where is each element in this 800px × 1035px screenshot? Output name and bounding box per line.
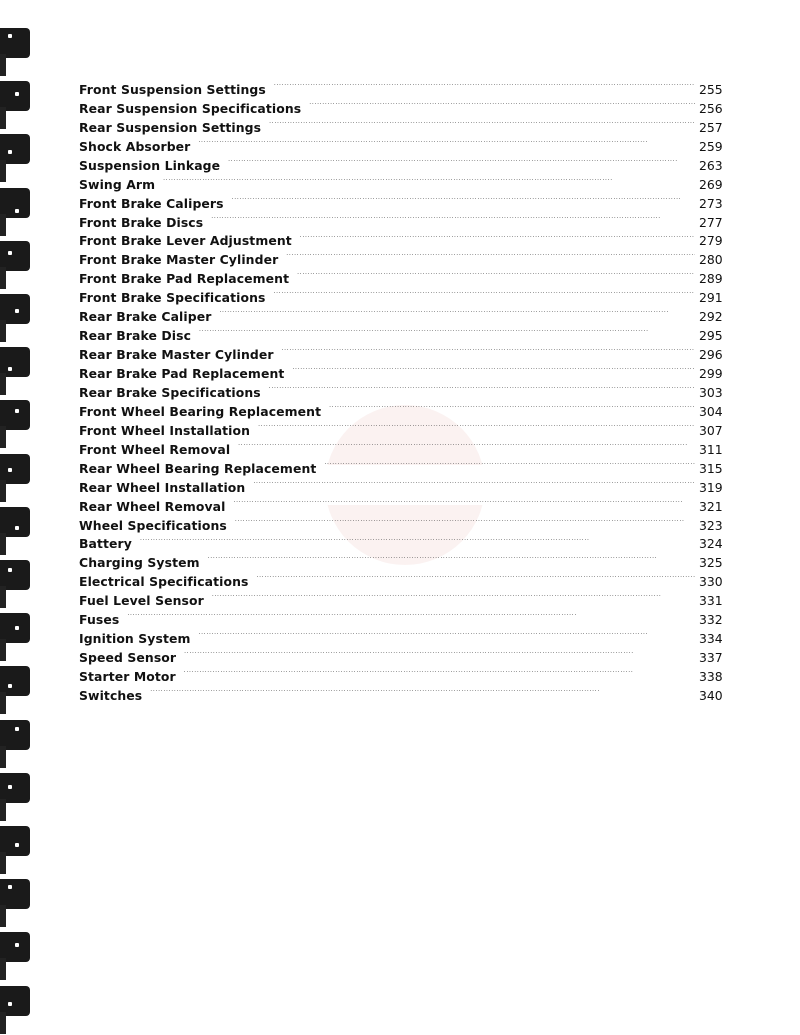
binding-hole-icon — [0, 826, 30, 856]
dot-leader — [219, 302, 695, 321]
toc-entry-page-number: 292 — [699, 309, 723, 325]
dot-leader — [286, 245, 695, 264]
toc-entry-title: Rear Wheel Removal — [79, 498, 226, 514]
toc-entry-page-number: 307 — [699, 422, 723, 438]
toc-entry-title: Rear Brake Master Cylinder — [79, 347, 274, 363]
dot-leader — [329, 397, 695, 416]
toc-entry[interactable] — [79, 624, 723, 647]
toc-entry-page-number: 303 — [699, 384, 723, 400]
toc-entry-page-number: 280 — [699, 252, 723, 268]
dot-leader — [235, 511, 695, 530]
toc-entry-page-number: 331 — [699, 593, 723, 609]
dot-leader — [274, 75, 695, 94]
toc-entry-page-number: 256 — [699, 100, 723, 116]
toc-entry-page-number: 325 — [699, 555, 723, 571]
toc-entry[interactable] — [79, 548, 723, 571]
toc-entry[interactable] — [79, 189, 723, 211]
binding-hole-icon — [0, 294, 30, 324]
binding-hole-icon — [0, 81, 30, 111]
binding-hole-icon — [0, 400, 30, 430]
toc-entry-page-number: 263 — [699, 157, 723, 173]
toc-entry[interactable] — [79, 530, 723, 552]
toc-entry-title: Front Brake Calipers — [79, 195, 224, 211]
toc-entry-page-number: 324 — [699, 536, 723, 552]
dot-leader — [258, 416, 695, 435]
toc-entry-title: Front Suspension Settings — [79, 81, 266, 97]
binding-hole-icon — [0, 241, 30, 271]
binding-hole-icon — [0, 720, 30, 750]
toc-entry-page-number: 311 — [699, 441, 723, 457]
binding-hole-icon — [0, 932, 30, 962]
dot-leader — [297, 264, 695, 283]
toc-entry-page-number: 340 — [699, 687, 723, 703]
toc-entry-title: Fuses — [79, 612, 120, 628]
dot-leader — [233, 492, 695, 511]
binding-hole-icon — [0, 560, 30, 590]
toc-entry-title: Battery — [79, 536, 132, 552]
toc-entry-title: Shock Absorber — [79, 138, 191, 154]
binding-hole-icon — [0, 134, 30, 164]
dot-leader — [184, 662, 695, 681]
toc-entry-title: Rear Brake Specifications — [79, 384, 261, 400]
table-of-contents — [79, 75, 723, 703]
toc-entry-title: Suspension Linkage — [79, 157, 221, 173]
dot-leader — [228, 151, 695, 170]
dot-leader — [282, 340, 695, 359]
toc-entry-page-number: 304 — [699, 403, 723, 419]
toc-entry-page-number: 337 — [699, 650, 723, 666]
toc-entry-title: Front Brake Pad Replacement — [79, 271, 290, 287]
toc-entry-page-number: 296 — [699, 347, 723, 363]
dot-leader — [140, 530, 695, 549]
binding-hole-icon — [0, 613, 30, 643]
toc-entry-page-number: 321 — [699, 498, 723, 514]
toc-entry[interactable] — [79, 75, 723, 97]
toc-entry-page-number: 332 — [699, 612, 723, 628]
binding-hole-icon — [0, 773, 30, 803]
binding-hole-icon — [0, 507, 30, 537]
dot-leader — [324, 454, 695, 473]
dot-leader — [211, 208, 695, 227]
binding-hole-icon — [0, 666, 30, 696]
toc-entry[interactable] — [79, 681, 723, 703]
toc-entry-title: Rear Wheel Installation — [79, 479, 246, 495]
toc-entry-page-number: 277 — [699, 214, 723, 230]
toc-entry-page-number: 257 — [699, 119, 723, 135]
dot-leader — [150, 681, 695, 700]
toc-entry-title: Front Wheel Removal — [79, 441, 231, 457]
toc-entry-title: Rear Brake Pad Replacement — [79, 366, 285, 381]
toc-entry-title: Rear Suspension Settings — [79, 119, 262, 135]
dot-leader — [309, 94, 695, 113]
toc-entry-page-number: 295 — [699, 328, 723, 344]
toc-entry-title: Switches — [79, 687, 143, 703]
dot-leader — [274, 283, 695, 302]
toc-entry-page-number: 273 — [699, 195, 723, 211]
toc-entry-page-number: 334 — [699, 631, 723, 647]
binding-hole-icon — [0, 28, 30, 58]
binding-hole-icon — [0, 454, 30, 484]
toc-entry-title: Rear Suspension Specifications — [79, 100, 302, 116]
dot-leader — [163, 170, 695, 189]
toc-entry-title: Swing Arm — [79, 176, 156, 192]
toc-entry-title: Rear Wheel Bearing Replacement — [79, 460, 317, 476]
toc-entry-title: Starter Motor — [79, 669, 176, 684]
dot-leader — [212, 586, 695, 605]
binding-hole-icon — [0, 188, 30, 218]
dot-leader — [253, 473, 695, 492]
toc-entry-title: Wheel Specifications — [79, 517, 227, 533]
toc-entry-page-number: 338 — [699, 669, 723, 684]
toc-entry-title: Front Brake Master Cylinder — [79, 252, 279, 268]
toc-entry-page-number: 291 — [699, 290, 723, 306]
toc-entry-title: Speed Sensor — [79, 650, 177, 666]
toc-entry-page-number: 289 — [699, 271, 723, 287]
dot-leader — [199, 321, 695, 340]
toc-entry-page-number: 255 — [699, 81, 723, 97]
dot-leader — [238, 435, 695, 454]
toc-entry-title: Fuel Level Sensor — [79, 593, 204, 609]
binding-hole-icon — [0, 986, 30, 1016]
toc-entry-title: Front Brake Lever Adjustment — [79, 233, 292, 249]
dot-leader — [269, 378, 695, 397]
toc-entry-title: Front Brake Discs — [79, 214, 204, 230]
toc-entry-title: Front Brake Specifications — [79, 290, 266, 306]
dot-leader — [232, 189, 695, 208]
dot-leader — [300, 227, 695, 246]
toc-entry-page-number: 259 — [699, 138, 723, 154]
dot-leader — [208, 548, 695, 567]
toc-entry-page-number: 330 — [699, 574, 723, 590]
toc-entry-title: Charging System — [79, 555, 200, 571]
toc-entry-title: Rear Brake Caliper — [79, 309, 212, 325]
dot-leader — [184, 643, 695, 662]
dot-leader — [198, 624, 695, 643]
toc-entry-page-number: 299 — [699, 366, 723, 381]
toc-entry-title: Front Wheel Bearing Replacement — [79, 403, 322, 419]
dot-leader — [269, 113, 695, 132]
toc-entry-page-number: 323 — [699, 517, 723, 533]
toc-entry-title: Front Wheel Installation — [79, 422, 251, 438]
binding-hole-icon — [0, 879, 30, 909]
toc-entry[interactable] — [79, 170, 723, 192]
spiral-binding — [0, 0, 40, 1035]
dot-leader — [257, 567, 695, 586]
toc-entry[interactable] — [79, 605, 723, 628]
dot-leader — [292, 359, 695, 378]
binding-hole-icon — [0, 347, 30, 377]
toc-entry-title: Rear Brake Disc — [79, 328, 192, 344]
dot-leader — [198, 132, 695, 151]
toc-entry-page-number: 269 — [699, 176, 723, 192]
toc-entry-title: Electrical Specifications — [79, 574, 249, 590]
dot-leader — [127, 605, 695, 624]
toc-entry-page-number: 315 — [699, 460, 723, 476]
toc-entry-page-number: 279 — [699, 233, 723, 249]
toc-entry-page-number: 319 — [699, 479, 723, 495]
toc-entry-title: Ignition System — [79, 631, 191, 647]
